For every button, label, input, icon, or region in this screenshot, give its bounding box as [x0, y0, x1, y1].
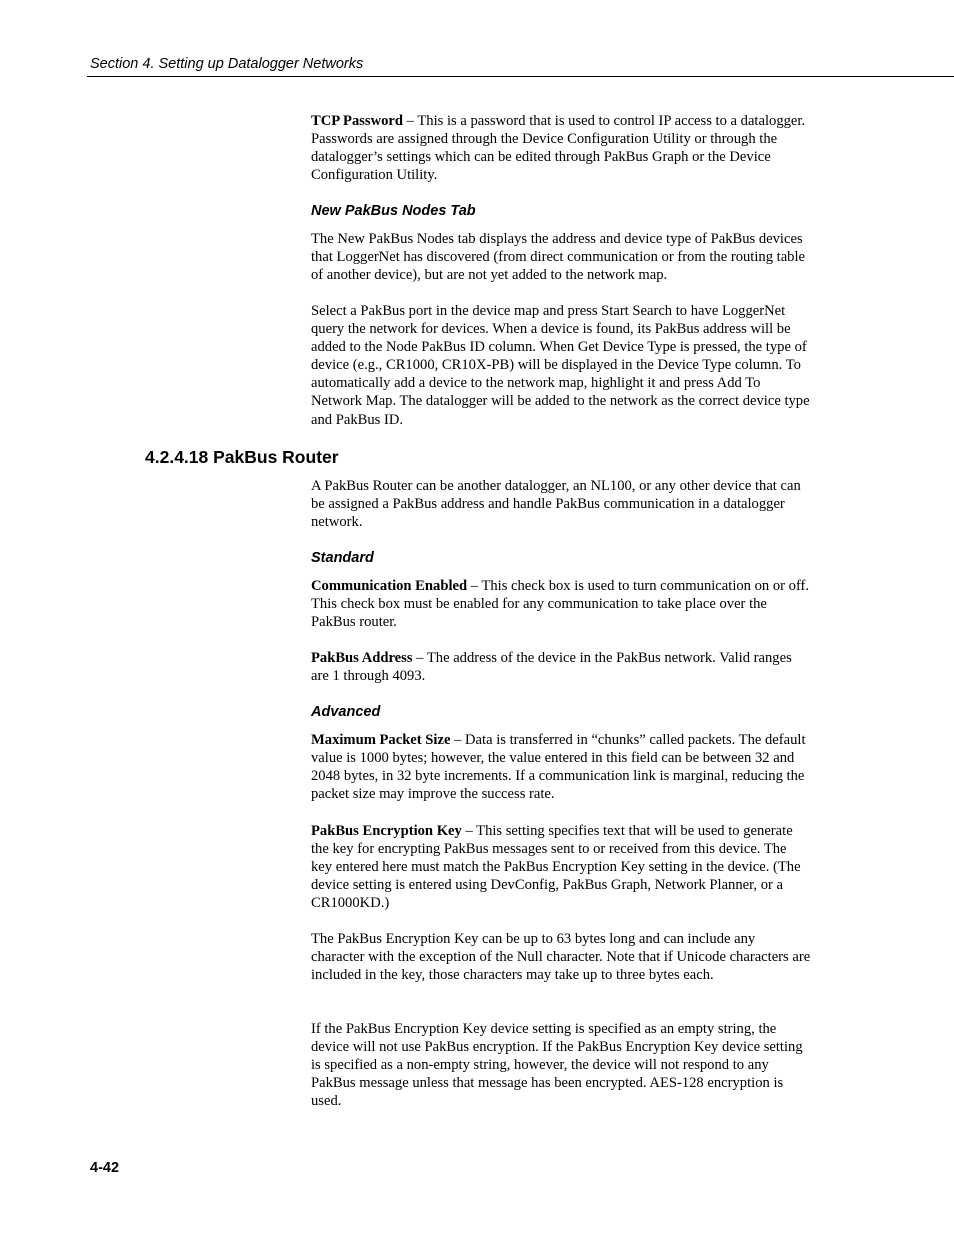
max-packet-size-term: Maximum Packet Size: [311, 732, 451, 748]
router-intro-paragraph: A PakBus Router can be another datalogger, an NL100, or any other device that can be assigned a PakBus address and handle PakBus communication in a datalogger network.: [311, 478, 801, 531]
communication-enabled-term: Communication Enabled: [311, 578, 468, 594]
communication-enabled-paragraph: [311, 577, 811, 631]
max-packet-size-paragraph: [311, 731, 811, 803]
tcp-password-term: TCP Password: [311, 113, 404, 129]
page-number: 4-42: [90, 1160, 120, 1176]
pakbus-address-text: – The address of the device in the PakBus network. Valid ranges are 1 through 4093.: [311, 650, 792, 685]
encryption-key-length-paragraph: The PakBus Encryption Key can be up to 63 bytes long and can include any character with the exception of the Null character. Note that if Unicode characters are included in the key, those characters may take up to three bytes each.: [311, 931, 811, 984]
encryption-key-empty-paragraph: If the PakBus Encryption Key device setting is specified as an empty string, the device will not use PakBus encryption. If the PakBus Encryption Key device setting is specified as a non-empty string, however, the device will not respond to any PakBus message unless that message has been encrypted. AES-128 encryption is used.: [311, 1021, 803, 1110]
tcp-password-text: – This is a password that is used to control IP access to a datalogger. Passwords are assigned through the Device Configuration Utility or through the datalogger’s settings which can be edited through PakBus Graph or the Device Configuration Utility.: [311, 113, 806, 184]
encryption-key-term: PakBus Encryption Key: [311, 823, 462, 839]
tcp-password-paragraph: [311, 112, 811, 184]
max-packet-size-text: – Data is transferred in “chunks” called packets. The default value is 1000 bytes; however, the value entered in this field can be between 32 and 2048 bytes, in 32 byte increments. If a communication link is marginal, reducing the packet size may improve the success rate.: [311, 732, 806, 803]
advanced-heading: Advanced: [311, 704, 381, 720]
new-pakbus-nodes-heading: New PakBus Nodes Tab: [311, 203, 476, 219]
encryption-key-text: – This setting specifies text that will be used to generate the key for encrypting PakBus messages sent to or received from this device. The key entered here must match the PakBus Encryption Key setting in the device. (The device setting is entered using DevConfig, PakBus Graph, Network Planner, or a CR1000KD.): [311, 823, 801, 912]
standard-heading: Standard: [311, 550, 374, 566]
new-nodes-paragraph-2: Select a PakBus port in the device map and press Start Search to have LoggerNet query the network for devices. When a device is found, its PakBus address will be added to the Node PakBus ID column. When Get Device Type is pressed, the type of device (e.g., CR1000, CR10X-PB) will be displayed in the Device Type column. To automatically add a device to the network map, highlight it and press Add To Network Map. The datalogger will be added to the network as the correct device type and PakBus ID.: [311, 303, 810, 428]
section-heading-pakbus-router: 4.2.4.18 PakBus Router: [145, 447, 339, 467]
new-nodes-paragraph-1: The New PakBus Nodes tab displays the address and device type of PakBus devices that LoggerNet has discovered (from direct communication or from the routing table of another device), but are not yet added to the network map.: [311, 231, 805, 284]
communication-enabled-text: – This check box is used to turn communication on or off. This check box must be enabled for any communication to take place over the PakBus router.: [311, 578, 810, 631]
pakbus-address-paragraph: [311, 649, 811, 685]
running-header: Section 4. Setting up Datalogger Networks: [90, 56, 364, 72]
header-rule: [87, 76, 954, 77]
encryption-key-paragraph: [311, 822, 811, 912]
pakbus-address-term: PakBus Address: [311, 650, 413, 666]
